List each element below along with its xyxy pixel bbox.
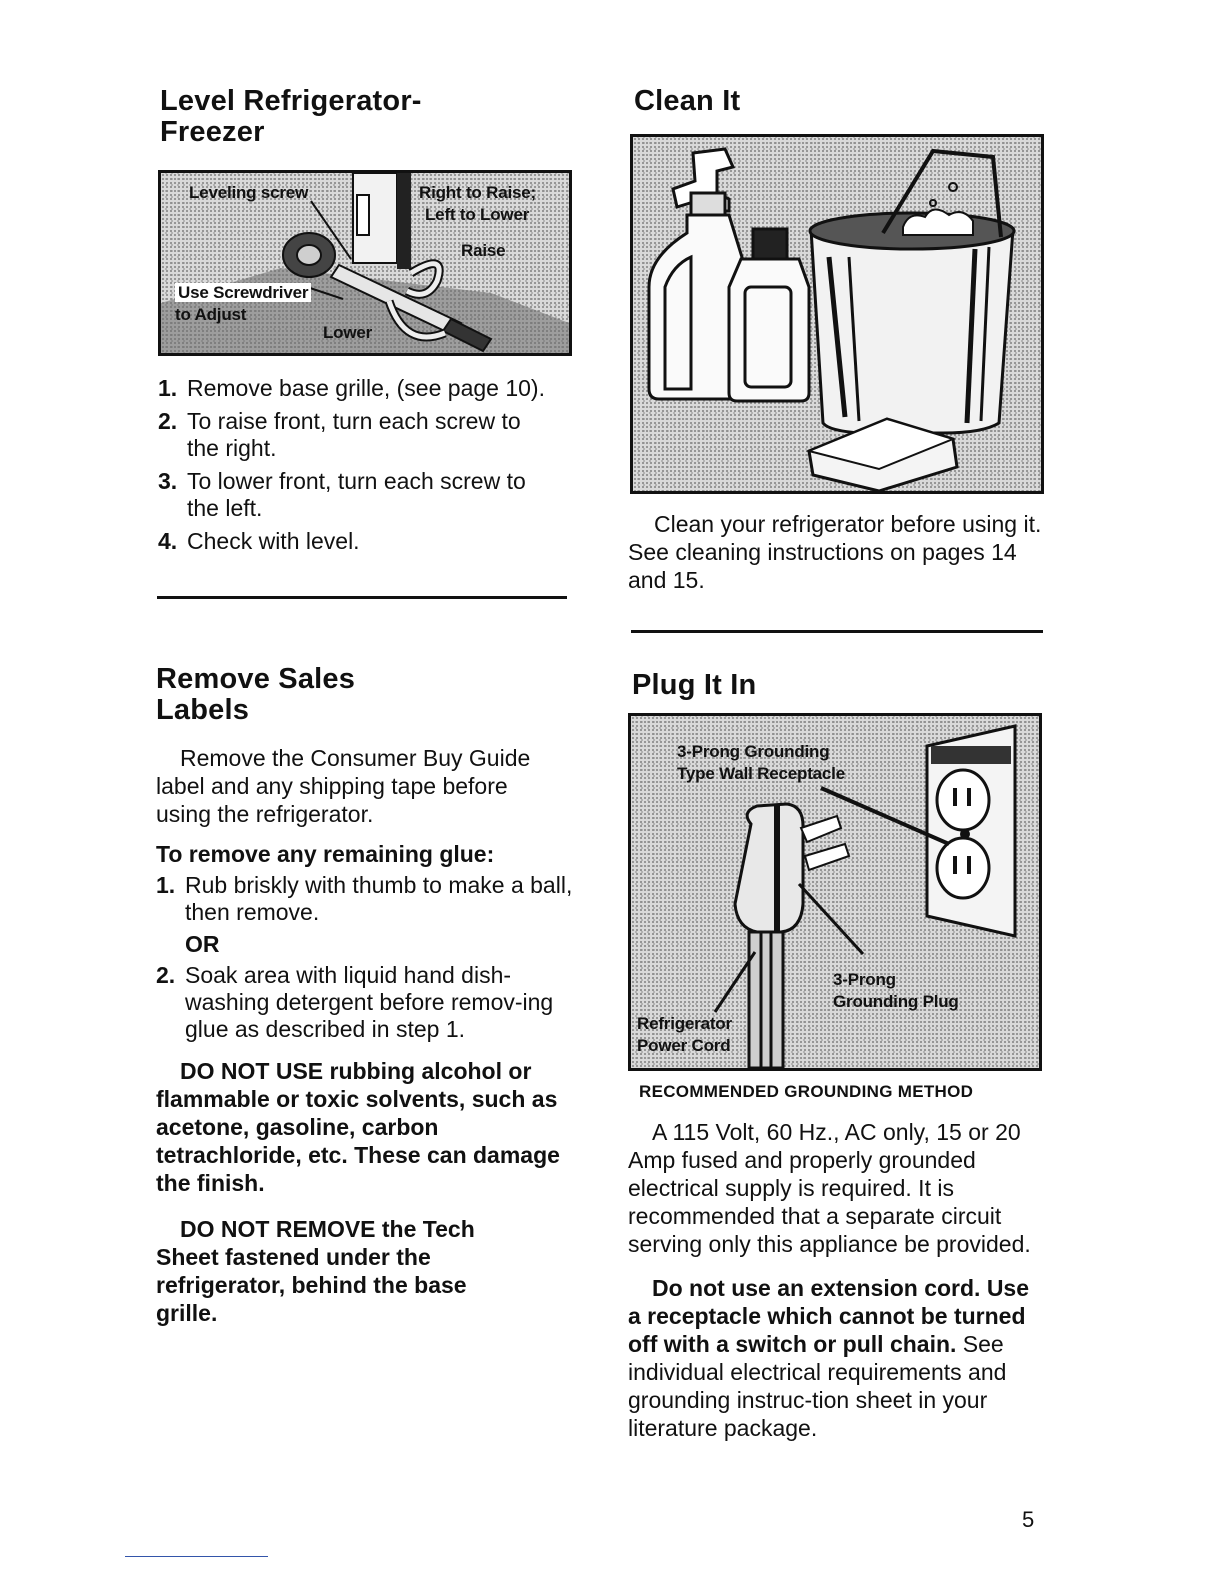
label-cord-line1: Refrigerator xyxy=(637,1014,732,1033)
label-leveling-screw: Leveling screw xyxy=(189,183,309,202)
cleaning-supplies-illustration xyxy=(630,134,1044,494)
step-number: 4. xyxy=(158,528,178,554)
plug-text: A 115 Volt, 60 Hz., AC only, 15 or 20 Amp fused and properly grounded electrical supply is required. It is recommended that a separate circuit serving only this appliance be provided. xyxy=(628,1119,1031,1257)
label-plug-line2: Grounding Plug xyxy=(833,992,959,1011)
footer-line xyxy=(125,1556,268,1557)
step-text: To raise front, turn each screw to the right. xyxy=(187,408,521,461)
label-to-adjust: to Adjust xyxy=(175,305,247,324)
step-number: 2. xyxy=(156,962,176,988)
glue-step-2 xyxy=(156,962,565,1043)
clean-text-block xyxy=(628,510,1043,594)
step-text: To lower front, turn each screw to the left. xyxy=(187,468,526,521)
plug-section xyxy=(632,670,1052,701)
step-text: Soak area with liquid hand dish-washing detergent before remov-ing glue as described in step 1. xyxy=(185,962,554,1042)
clean-text: Clean your refrigerator before using it. See cleaning instructions on pages 14 and 15. xyxy=(628,511,1042,593)
glue-heading: To remove any remaining glue: xyxy=(156,841,495,867)
sales-title-line2: Labels xyxy=(156,694,250,726)
grounding-caption: RECOMMENDED GROUNDING METHOD xyxy=(639,1082,974,1101)
label-use-screwdriver: Use Screwdriver xyxy=(175,283,311,302)
extension-warning-rest: See individual electrical requirements and grounding instruc-tion sheet in your literature package. xyxy=(628,1331,1007,1441)
step-number: 2. xyxy=(158,408,178,434)
level-steps xyxy=(158,375,578,555)
solvent-warning: DO NOT USE rubbing alcohol or flammable or toxic solvents, such as acetone, gasoline, carbon tetrachloride, etc. These can damage the finish. xyxy=(156,1058,560,1196)
step-number: 1. xyxy=(156,872,176,898)
cleaning-drawing xyxy=(633,137,1041,491)
leveling-illustration xyxy=(158,170,572,356)
glue-steps xyxy=(156,872,576,926)
level-title xyxy=(160,86,580,148)
sales-title xyxy=(156,664,576,726)
grounding-illustration xyxy=(628,713,1042,1071)
plug-text-block xyxy=(628,1082,1043,1442)
level-step-4 xyxy=(158,528,578,555)
level-step-3 xyxy=(158,468,557,522)
extension-warning-bold: Do not use an extension cord. Use a receptacle which cannot be turned off with a switch or pull chain. xyxy=(628,1275,1030,1357)
level-step-2 xyxy=(158,408,547,462)
level-title-line2: Freezer xyxy=(160,116,265,148)
label-right-to-raise: Right to Raise; xyxy=(419,183,536,202)
step-text: Remove base grille, (see page 10). xyxy=(187,375,545,401)
level-step-1 xyxy=(158,375,578,402)
clean-title: Clean It xyxy=(634,85,741,117)
label-plug-line1: 3-Prong xyxy=(833,970,896,989)
step-text: Check with level. xyxy=(187,528,360,554)
label-left-to-lower: Left to Lower xyxy=(425,205,530,224)
extension-warning xyxy=(628,1274,1043,1442)
label-receptacle-line2: Type Wall Receptacle xyxy=(677,764,845,783)
tech-sheet-warning: DO NOT REMOVE the Tech Sheet fastened under the refrigerator, behind the base grille. xyxy=(156,1216,475,1326)
sales-intro: Remove the Consumer Buy Guide label and any shipping tape before using the refrigerator. xyxy=(156,745,531,827)
or-label: OR xyxy=(185,931,220,957)
label-raise: Raise xyxy=(461,241,506,260)
level-section xyxy=(160,86,580,148)
glue-steps-2 xyxy=(156,962,576,1043)
glue-step-1 xyxy=(156,872,585,926)
step-number: 1. xyxy=(158,375,178,401)
page-number: 5 xyxy=(1022,1507,1035,1532)
label-lower: Lower xyxy=(323,323,373,342)
plug-title: Plug It In xyxy=(632,669,757,701)
step-text: Rub briskly with thumb to make a ball, then remove. xyxy=(185,872,573,925)
label-receptacle-line1: 3-Prong Grounding xyxy=(677,742,830,761)
label-cord-line2: Power Cord xyxy=(637,1036,731,1055)
clean-section xyxy=(634,86,1054,117)
step-number: 3. xyxy=(158,468,178,494)
level-title-line1: Level Refrigerator- xyxy=(160,85,422,117)
divider-left xyxy=(157,596,567,599)
level-steps-block xyxy=(158,375,578,561)
sales-section xyxy=(156,664,576,1327)
sales-title-line1: Remove Sales xyxy=(156,663,356,695)
divider-right xyxy=(631,630,1043,633)
